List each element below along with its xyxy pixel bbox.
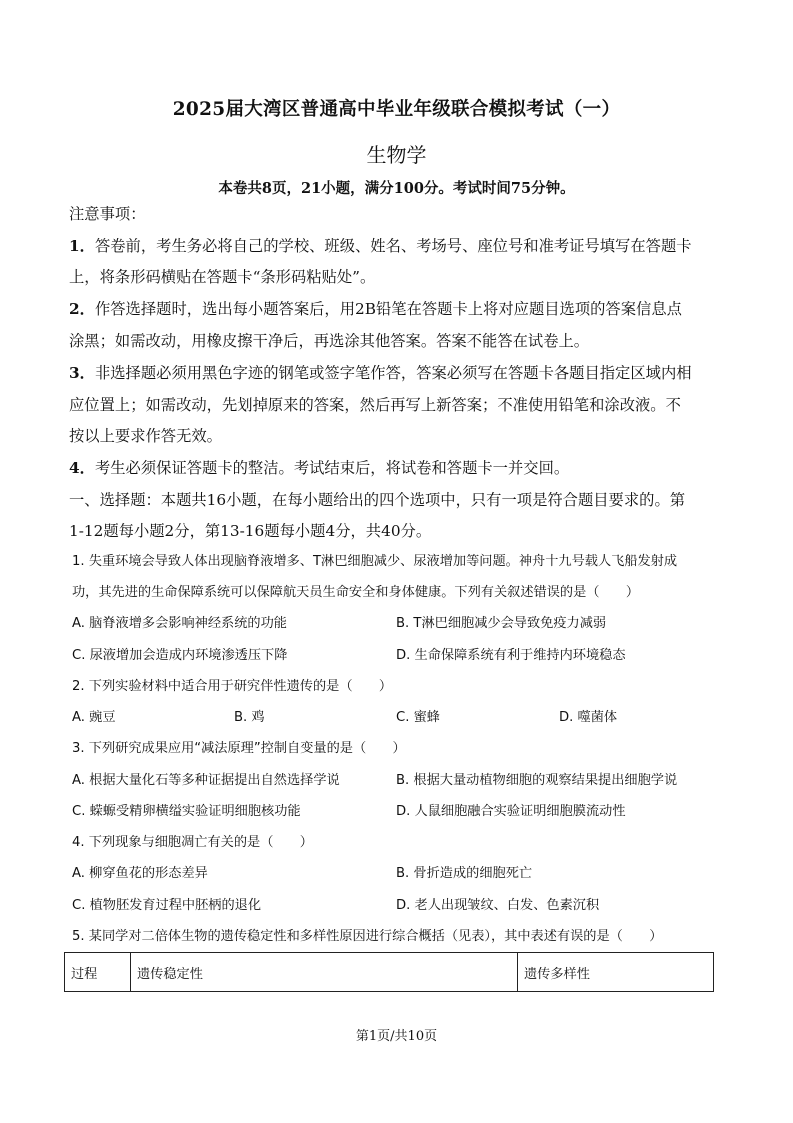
notice-item-3-line-3: 按以上要求作答无效。 <box>69 427 222 445</box>
question-3-option-c: C. 蝾螈受精卵横缢实验证明细胞核功能 <box>72 804 301 819</box>
notice-item-2-line-1: 2．作答选择题时，选出每小题答案后，用2B铅笔在答题卡上将对应题目选项的答案信息点 <box>69 300 682 318</box>
exam-title: 2025届大湾区普通高中毕业年级联合模拟考试（一） <box>172 99 621 120</box>
section-heading-line-2: 1-12题每小题2分，第13-16题每小题4分，共40分。 <box>69 522 432 540</box>
page-footer: 第1页/共10页 <box>355 1029 438 1044</box>
question-3-option-a: A. 根据大量化石等多种证据提出自然选择学说 <box>72 773 340 788</box>
exam-meta: 本卷共8页，21小题，满分100分。考试时间75分钟。 <box>218 180 575 197</box>
question-3-option-b: B. 根据大量动植物细胞的观察结果提出细胞学说 <box>396 773 678 788</box>
question-1-stem-line-2: 功，其先进的生命保障系统可以保障航天员生命安全和身体健康。下列有关叙述错误的是（ ） <box>72 585 640 600</box>
section-heading-line-1: 一、选择题：本题共16小题，在每小题给出的四个选项中，只有一项是符合题目要求的。第 <box>69 491 686 509</box>
table-header-process: 过程 <box>65 953 131 992</box>
question-2-option-b: B. 鸡 <box>234 710 265 725</box>
notice-item-2-line-2: 涂黑；如需改动，用橡皮擦干净后，再选涂其他答案。答案不能答在试卷上。 <box>69 332 590 350</box>
question-1-option-c: C. 尿液增加会造成内环境渗透压下降 <box>72 648 288 663</box>
table-header-stability: 遗传稳定性 <box>131 953 518 992</box>
question-1-option-b: B. T淋巴细胞减少会导致免疫力减弱 <box>396 616 607 631</box>
table-header-diversity: 遗传多样性 <box>518 953 714 992</box>
notice-item-3-line-2: 应位置上；如需改动，先划掉原来的答案，然后再写上新答案；不准使用铅笔和涂改液。不 <box>69 396 681 414</box>
question-1-option-d: D. 生命保障系统有利于维持内环境稳态 <box>396 648 626 663</box>
question-4-option-d: D. 老人出现皱纹、白发、色素沉积 <box>396 898 600 913</box>
question-2-option-d: D. 噬菌体 <box>559 710 618 725</box>
question-4-stem: 4. 下列现象与细胞凋亡有关的是（ ） <box>72 835 313 850</box>
question-2-option-a: A. 豌豆 <box>72 710 116 725</box>
subject-title: 生物学 <box>366 143 427 167</box>
notice-item-1-line-2: 上，将条形码横贴在答题卡“条形码粘贴处”。 <box>69 268 376 286</box>
question-2-option-c: C. 蜜蜂 <box>396 710 440 725</box>
notice-item-3-line-1: 3．非选择题必须用黑色字迹的钢笔或签字笔作答，答案必须写在答题卡各题目指定区域内相 <box>69 364 692 382</box>
notice-item-1-line-1: 1．答卷前，考生务必将自己的学校、班级、姓名、考场号、座位号和准考证号填写在答题卡 <box>69 237 692 255</box>
question-3-option-d: D. 人鼠细胞融合实验证明细胞膜流动性 <box>396 804 626 819</box>
question-4-option-a: A. 柳穿鱼花的形态差异 <box>72 866 208 881</box>
question-5-table <box>64 952 714 992</box>
question-5-stem: 5. 某同学对二倍体生物的遗传稳定性和多样性原因进行综合概括（见表），其中表述有误的是（ ） <box>72 929 663 944</box>
question-4-option-b: B. 骨折造成的细胞死亡 <box>396 866 533 881</box>
table-header-row <box>65 953 714 992</box>
notice-item-4-line-1: 4．考生必须保证答题卡的整洁。考试结束后，将试卷和答题卡一并交回。 <box>69 459 570 477</box>
notice-heading: 注意事项： <box>69 205 146 223</box>
question-3-stem: 3. 下列研究成果应用“减法原理”控制自变量的是（ ） <box>72 741 406 756</box>
question-2-stem: 2. 下列实验材料中适合用于研究伴性遗传的是（ ） <box>72 679 393 694</box>
question-1-stem-line-1: 1. 失重环境会导致人体出现脑脊液增多、T淋巴细胞减少、尿液增加等问题。神舟十九号载人飞船发射成 <box>72 554 678 569</box>
question-4-option-c: C. 植物胚发育过程中胚柄的退化 <box>72 898 262 913</box>
question-1-option-a: A. 脑脊液增多会影响神经系统的功能 <box>72 616 287 631</box>
